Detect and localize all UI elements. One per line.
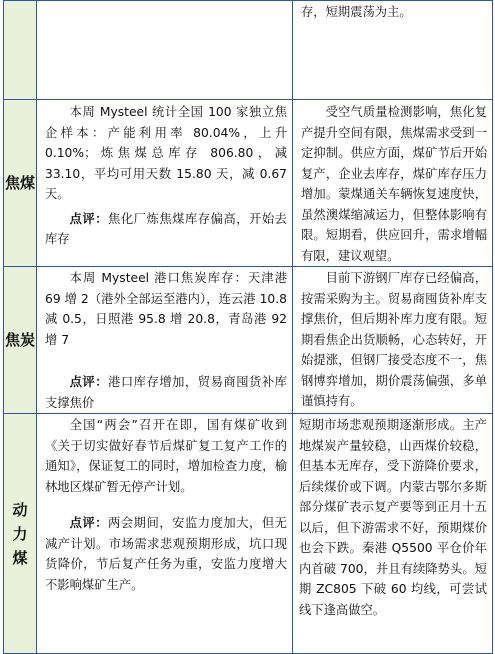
- left-text: 全国“两会”召开在即，国有煤矿收到《关于切实做好春节后煤矿复工复产工作的通知》，保证复工的同时，增加检查力度，榆林地区煤矿暂无停产计划。: [45, 418, 287, 494]
- comment-label: 点评：: [69, 211, 109, 226]
- left-cell-coking-coal: [37, 100, 293, 267]
- row-coking-coal: [4, 100, 493, 267]
- comment: [37, 372, 292, 413]
- category-label: 焦炭: [4, 331, 35, 349]
- left-text: 本周 Mysteel 港口焦炭库存：天津港 69 增 2（港外全部运至港内），连云港 10.8 减 0.5，日照港 95.8 增 20.8，青岛港 92 增 7: [45, 271, 287, 347]
- right-cell-continuation: [293, 1, 493, 100]
- right-cell-thermal-coal: [293, 414, 493, 654]
- right-text: 短期市场悲观预期逐渐形成。主产地煤炭产量较稳，山西煤价较稳，但基本无库存，受下游降价要求，后续煤价或下调。内蒙古鄂尔多斯部分煤矿表示复产要等到正月十五以后，但下游需求不好，预期煤价也会下跌。秦港 Q5500 平仓价年内首破 700，并且有续降势头。短期 ZC805 下破 60 均线，可尝试线下逢高做空。: [299, 418, 487, 617]
- left-cell-empty: [37, 1, 293, 100]
- left-cell-thermal-coal: [37, 414, 293, 654]
- left-text: 本周 Mysteel 统计全国 100 家独立焦企样本：产能利用率 80.04%，上升 0.10%；炼焦煤总库存 806.80，减 33.10，平均可用天数 15.80 天，减 0.67 天。: [45, 105, 287, 201]
- row-continuation: [4, 1, 493, 100]
- commodity-report-table: [3, 0, 493, 654]
- category-cell-empty: [4, 1, 37, 100]
- comment-text: 两会期间，安监力度加大，但无减产计划。市场需求悲观预期形成，坑口现货降价，节后复产任务为重，安监力度增大不影响煤矿生产。: [45, 516, 287, 592]
- right-cell-coking-coal: [293, 100, 493, 267]
- right-text: 受空气质量检测影响，焦化复产提升空间有限，焦煤需求受到一定抑制。供应方面，煤矿节后开始复产，企业去库存，煤矿库存压力增加。蒙煤通关车辆恢复速度快，虽然澳煤缩减运力，但整体影响有限。短期看，供应回升，需求增幅有限，建议观望。: [301, 105, 487, 263]
- category-label: 焦煤: [4, 174, 35, 192]
- comment: [37, 513, 292, 595]
- category-coking-coal: [4, 100, 37, 267]
- category-coke: [4, 267, 37, 414]
- comment-label: 点评：: [69, 516, 109, 530]
- category-label: 动力煤: [12, 500, 28, 567]
- category-thermal-coal: [4, 414, 37, 654]
- comment-label: 点评：: [69, 375, 109, 389]
- row-coke: [4, 267, 493, 414]
- comment-text: 焦化厂炼焦煤库存偏高，开始去库存: [45, 211, 287, 246]
- row-thermal-coal: [4, 414, 493, 654]
- comment-text: 港口库存增加，贸易商囤货补库支撑焦价: [45, 375, 287, 410]
- right-cell-coke: [293, 267, 493, 414]
- right-text: 存，短期震荡为主。: [301, 5, 412, 19]
- left-cell-coke: [37, 267, 293, 414]
- comment: [37, 209, 292, 250]
- right-text: 目前下游钢厂库存已经偏高，按需采购为主。贸易商囤货补库支撑焦价，但后期补库力度有限。短期看焦企出货顺畅，心态转好，开始提涨，但钢厂接受态度不一，焦钢博弈增加，期价震荡偏强，多单谨慎持有。: [301, 271, 487, 408]
